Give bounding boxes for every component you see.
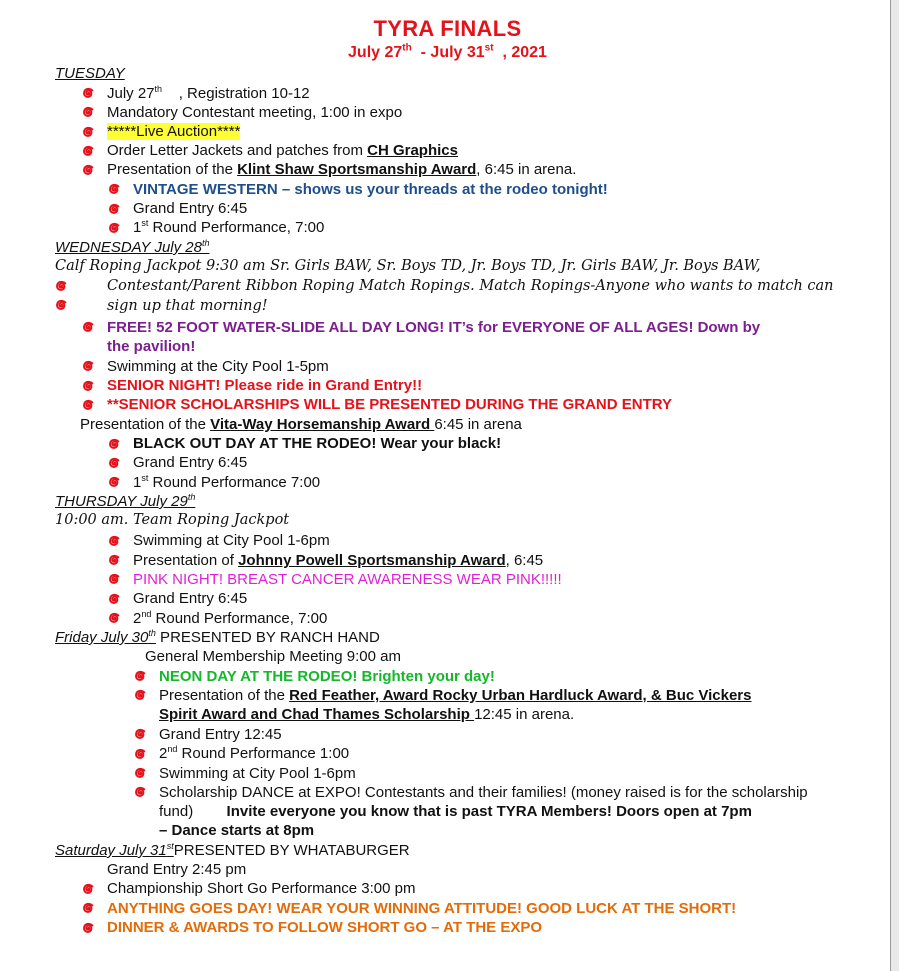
- wednesday-award: Presentation of the Vita-Way Horsemanship Award 6:45 in arena: [80, 416, 522, 433]
- swirl-bullet-icon: [134, 728, 146, 740]
- friday-awards: Presentation of the Red Feather, Award Rocky Urban Hardluck Award, & Buc Vickers: [159, 687, 752, 704]
- swirl-bullet-icon: [82, 902, 94, 914]
- wednesday-heading: WEDNESDAY July 28th: [55, 238, 210, 256]
- swirl-bullet-icon: [82, 321, 94, 333]
- swirl-bullet-icon: [108, 203, 120, 215]
- thursday-swimming: Swimming at City Pool 1-6pm: [133, 532, 330, 549]
- tuesday-jackets: Order Letter Jackets and patches from CH Graphics: [107, 142, 458, 159]
- page-subtitle: July 27th - July 31st , 2021: [348, 42, 547, 61]
- tuesday-theme: VINTAGE WESTERN – shows us your threads at the rodeo tonight!: [133, 181, 608, 198]
- swirl-bullet-icon: [108, 535, 120, 547]
- friday-swimming: Swimming at City Pool 1-6pm: [159, 765, 356, 782]
- thursday-jackpot: 10:00 am. Team Roping Jackpot: [55, 512, 290, 528]
- wednesday-scholarships: **SENIOR SCHOLARSHIPS WILL BE PRESENTED DURING THE GRAND ENTRY: [107, 396, 673, 413]
- tuesday-performance: 1st Round Performance, 7:00: [133, 218, 325, 236]
- wednesday-waterslide: FREE! 52 FOOT WATER-SLIDE ALL DAY LONG! IT’s for EVERYONE OF ALL AGES! Down by: [107, 319, 761, 336]
- friday-dance-time: – Dance starts at 8pm: [159, 822, 315, 839]
- swirl-bullet-icon: [134, 786, 146, 798]
- wednesday-waterslide-cont: the pavilion!: [107, 338, 196, 355]
- wednesday-ribbon-roping: Contestant/Parent Ribbon Roping Match Ropings. Match Ropings-Anyone who wants to match can: [107, 278, 834, 294]
- swirl-bullet-icon: [82, 922, 94, 934]
- swirl-bullet-icon: [82, 87, 94, 99]
- swirl-bullet-icon: [134, 748, 146, 760]
- page-edge: [890, 0, 891, 971]
- friday-heading: Friday July 30th PRESENTED BY RANCH HAND: [55, 628, 380, 646]
- swirl-bullet-icon: [108, 457, 120, 469]
- wednesday-jackpot: Calf Roping Jackpot 9:30 am Sr. Girls BAW, Sr. Boys TD, Jr. Boys TD, Jr. Girls BAW, Jr. Boys BAW,: [55, 258, 761, 274]
- friday-grand-entry: Grand Entry 12:45: [159, 726, 282, 743]
- swirl-bullet-icon: [82, 380, 94, 392]
- swirl-bullet-icon: [134, 689, 146, 701]
- swirl-bullet-icon: [82, 106, 94, 118]
- friday-theme: NEON DAY AT THE RODEO! Brighten your day!: [159, 668, 495, 685]
- thursday-heading: THURSDAY July 29th: [55, 492, 196, 510]
- page-title: TYRA FINALS: [373, 16, 522, 41]
- friday-dance: Scholarship DANCE at EXPO! Contestants and their families! (money raised is for the scholarship: [159, 784, 808, 801]
- friday-meeting: General Membership Meeting 9:00 am: [145, 648, 401, 665]
- swirl-bullet-icon: [55, 280, 67, 292]
- saturday-short-go: Championship Short Go Performance 3:00 pm: [107, 880, 416, 897]
- wednesday-grand-entry: Grand Entry 6:45: [133, 454, 248, 471]
- tuesday-award: Presentation of the Klint Shaw Sportsmanship Award, 6:45 in arena.: [107, 161, 577, 178]
- swirl-bullet-icon: [134, 767, 146, 779]
- tuesday-meeting: Mandatory Contestant meeting, 1:00 in expo: [107, 104, 403, 121]
- swirl-bullet-icon: [108, 593, 120, 605]
- swirl-bullet-icon: [82, 360, 94, 372]
- page-gutter: [891, 0, 899, 971]
- swirl-bullet-icon: [108, 554, 120, 566]
- wednesday-signup: sign up that morning!: [107, 298, 268, 314]
- swirl-bullet-icon: [82, 145, 94, 157]
- saturday-heading: Saturday July 31stPRESENTED BY WHATABURGER: [55, 841, 410, 859]
- tuesday-registration: July 27th , Registration 10-12: [107, 84, 310, 102]
- wednesday-theme: BLACK OUT DAY AT THE RODEO! Wear your black!: [133, 435, 502, 452]
- swirl-bullet-icon: [108, 573, 120, 585]
- saturday-dinner: DINNER & AWARDS TO FOLLOW SHORT GO – AT THE EXPO: [107, 919, 543, 936]
- swirl-bullet-icon: [108, 438, 120, 450]
- thursday-performance: 2nd Round Performance, 7:00: [133, 609, 328, 627]
- friday-dance-cont: fund) Invite everyone you know that is past TYRA Members! Doors open at 7pm: [159, 803, 752, 820]
- swirl-bullet-icon: [82, 883, 94, 895]
- swirl-bullet-icon: [82, 126, 94, 138]
- thursday-grand-entry: Grand Entry 6:45: [133, 590, 248, 607]
- swirl-bullet-icon: [82, 164, 94, 176]
- swirl-bullet-icon: [108, 612, 120, 624]
- wednesday-senior-night: SENIOR NIGHT! Please ride in Grand Entry!!: [107, 377, 423, 394]
- saturday-theme: ANYTHING GOES DAY! WEAR YOUR WINNING ATTITUDE! GOOD LUCK AT THE SHORT!: [107, 900, 737, 917]
- friday-awards-cont: Spirit Award and Chad Thames Scholarship 12:45 in arena.: [159, 706, 575, 723]
- wednesday-performance: 1st Round Performance 7:00: [133, 473, 321, 491]
- thursday-award: Presentation of Johnny Powell Sportsmanship Award, 6:45: [133, 552, 544, 569]
- wednesday-swimming: Swimming at the City Pool 1-5pm: [107, 358, 329, 375]
- friday-performance: 2nd Round Performance 1:00: [159, 744, 350, 762]
- swirl-bullet-icon: [134, 670, 146, 682]
- swirl-bullet-icon: [55, 299, 67, 311]
- thursday-theme: PINK NIGHT! BREAST CANCER AWARENESS WEAR PINK!!!!!: [133, 571, 562, 588]
- swirl-bullet-icon: [108, 222, 120, 234]
- tuesday-heading: TUESDAY: [55, 65, 125, 82]
- swirl-bullet-icon: [82, 399, 94, 411]
- tuesday-grand-entry: Grand Entry 6:45: [133, 200, 248, 217]
- saturday-grand-entry: Grand Entry 2:45 pm: [107, 861, 247, 878]
- tuesday-auction: *****Live Auction****: [107, 123, 241, 140]
- swirl-bullet-icon: [108, 183, 120, 195]
- swirl-bullet-icon: [108, 476, 120, 488]
